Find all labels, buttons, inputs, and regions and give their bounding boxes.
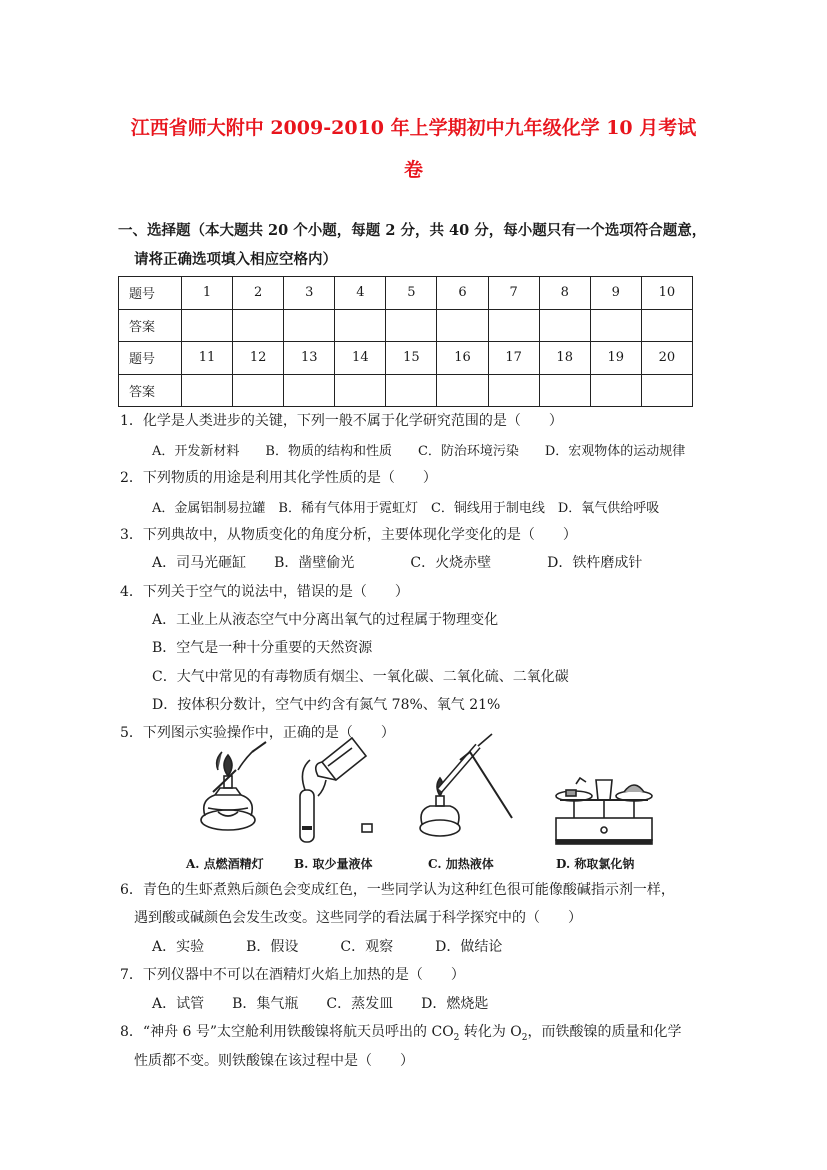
question-number: 9 [590,277,641,310]
test-tube-pour-figure [300,738,372,842]
question-number: 15 [386,342,437,375]
question-number: 17 [488,342,539,375]
question-number: 8 [539,277,590,310]
question-number: 11 [182,342,233,375]
q8-text-b: 转化为 O [459,1024,522,1040]
alcohol-lamp-figure [201,742,266,830]
section-heading-line2: 请将正确选项填入相应空格内） [134,251,337,268]
question-4-option-c: C．大气中常见的有毒物质有烟尘、一氧化碳、二氧化硫、二氧化碳 [152,669,569,685]
question-4-option-a: A．工业上从液态空气中分离出氧气的过程属于物理变化 [152,612,499,628]
row-label: 题号 [119,342,182,375]
figure-caption-d: D. 称取氯化钠 [556,857,635,871]
question-number: 14 [335,342,386,375]
question-4-stem: 4．下列关于空气的说法中，错误的是（ ） [120,584,409,600]
question-number: 7 [488,277,539,310]
q8-subscript-o2: 2 [521,1032,528,1043]
q8-text-c: ，而铁酸镍的质量和化学 [527,1024,682,1040]
question-1-options: A．开发新材料 B．物质的结构和性质 C．防治环境污染 D．宏观物体的运动规律 [152,444,686,459]
question-7-options: A．试管 B．集气瓶 C．蒸发皿 D．燃烧匙 [152,996,489,1012]
figure-caption-c: C. 加热液体 [428,857,494,871]
question-number: 3 [284,277,335,310]
section-heading-line1: 一、选择题（本大题共 20 个小题，每题 2 分，共 40 分，每小题只有一个选项符合题意， [118,222,707,239]
question-3-options: A．司马光砸缸 B．凿壁偷光 C．火烧赤壁 D．铁杵磨成针 [152,555,643,571]
question-number: 6 [437,277,488,310]
question-5-stem: 5．下列图示实验操作中，正确的是（ ） [120,725,395,741]
row-label: 答案 [119,374,182,407]
question-1-stem: 1．化学是人类进步的关键，下列一般不属于化学研究范围的是（ ） [120,413,563,429]
page-title-line2: 卷 [403,159,423,181]
question-6-stem-line1: 6．青色的生虾煮熟后颜色会变成红色，一些同学认为这种红色很可能像酸碱指示剂一样， [120,882,675,898]
question-number: 10 [641,277,692,310]
question-number: 13 [284,342,335,375]
question-number: 18 [539,342,590,375]
q8-subscript-co2: 2 [453,1032,460,1043]
row-label: 答案 [119,309,182,342]
page-title-line1: 江西省师大附中 2009-2010 年上学期初中九年级化学 10 月考试 [130,117,697,139]
question-number: 1 [182,277,233,310]
question-number: 2 [233,277,284,310]
question-6-stem-line2: 遇到酸或碱颜色会发生改变。这些同学的看法属于科学探究中的（ ） [134,910,582,926]
question-number: 20 [641,342,692,375]
heating-tube-figure [420,734,512,836]
question-7-stem: 7．下列仪器中不可以在酒精灯火焰上加热的是（ ） [120,967,465,983]
figure-caption-a: A. 点燃酒精灯 [186,857,264,871]
question-number: 19 [590,342,641,375]
q8-text-a: 8．“神舟 6 号”太空舱利用铁酸镍将航天员呼出的 CO [120,1024,454,1040]
question-4-option-d: D．按体积分数计，空气中约含有氮气 78%、氧气 21% [152,697,501,713]
question-number: 5 [386,277,437,310]
question-2-stem: 2．下列物质的用途是利用其化学性质的是（ ） [120,470,437,486]
question-3-stem: 3．下列典故中，从物质变化的角度分析，主要体现化学变化的是（ ） [120,527,577,543]
question-number: 4 [335,277,386,310]
row-label: 题号 [119,277,182,310]
figure-caption-b: B. 取少量液体 [294,857,373,871]
balance-scale-figure [556,778,652,844]
question-2-options: A．金属铝制易拉罐 B．稀有气体用于霓虹灯 C．铜线用于制电线 D．氧气供给呼吸 [152,501,660,516]
question-number: 12 [233,342,284,375]
question-4-option-b: B．空气是一种十分重要的天然资源 [152,640,373,656]
question-8-stem-line1 [120,1021,682,1043]
question-8-stem-line2: 性质都不变。则铁酸镍在该过程中是（ ） [134,1053,414,1069]
question-number: 16 [437,342,488,375]
question-6-options: A．实验 B．假设 C．观察 D．做结论 [152,939,503,955]
